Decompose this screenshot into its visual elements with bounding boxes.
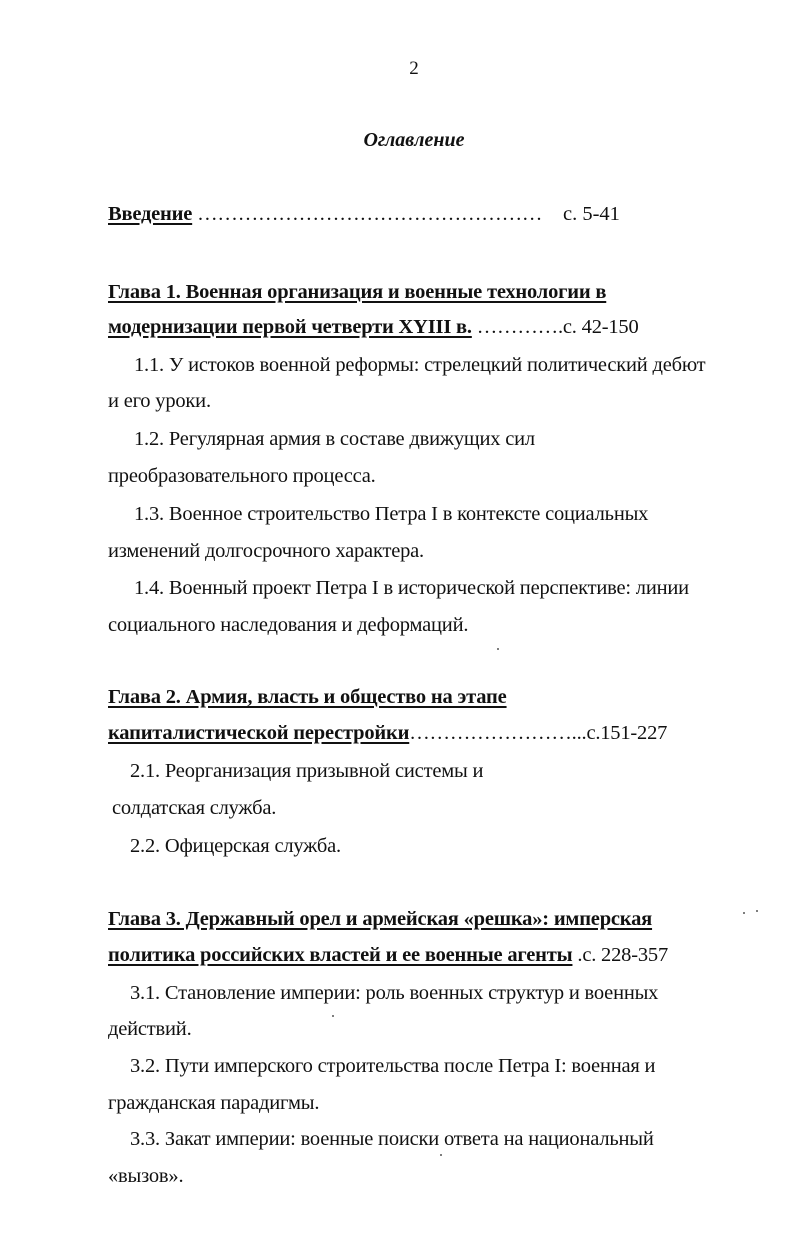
scan-speck: [497, 648, 499, 650]
toc-intro-dots: ……………………………………………: [192, 203, 543, 225]
toc-chapter-3-heading-text: политика российских властей и ее военные агенты: [108, 944, 573, 966]
toc-chapter-2-heading-text: капиталистической перестройки: [108, 722, 410, 744]
toc-chapter-2-pages: с.151-227: [586, 722, 668, 744]
toc-section-3-1-cont[interactable]: действий.: [108, 1018, 192, 1040]
toc-section-3-3[interactable]: 3.3. Закат империи: военные поиски ответа на национальный: [130, 1128, 654, 1150]
toc-section-3-1[interactable]: 3.1. Становление империи: роль военных структур и военных: [130, 982, 659, 1004]
toc-section-1-2-cont[interactable]: преобразовательного процесса.: [108, 465, 376, 487]
toc-section-1-4-cont[interactable]: социального наследования и деформаций.: [108, 614, 469, 636]
scan-speck: [743, 912, 745, 914]
toc-section-1-3[interactable]: 1.3. Военное строительство Петра I в контексте социальных: [134, 503, 649, 525]
toc-intro-pages: с. 5-41: [563, 203, 620, 225]
toc-intro[interactable]: [108, 203, 542, 226]
toc-section-2-2[interactable]: 2.2. Офицерская служба.: [130, 835, 341, 857]
toc-chapter-2-dots: ……………………...: [409, 722, 587, 744]
toc-section-3-2-cont[interactable]: гражданская парадигмы.: [108, 1092, 320, 1114]
toc-chapter-3-heading-line1[interactable]: Глава 3. Державный орел и армейская «решка»: имперская: [108, 908, 653, 930]
toc-section-1-1-cont[interactable]: и его уроки.: [108, 390, 211, 412]
toc-section-1-3-cont[interactable]: изменений долгосрочного характера.: [108, 540, 424, 562]
toc-section-1-1[interactable]: 1.1. У истоков военной реформы: стрелецкий политический дебют: [134, 354, 706, 376]
toc-chapter-3-heading-line2[interactable]: [108, 944, 668, 967]
toc-chapter-3-pages: с. 228-357: [582, 944, 668, 966]
toc-section-2-1[interactable]: 2.1. Реорганизация призывной системы и: [130, 760, 484, 782]
toc-chapter-1-heading-text: модернизации первой четверти XYIII в.: [108, 316, 472, 338]
toc-chapter-1-heading-line1[interactable]: Глава 1. Военная организация и военные технологии в: [108, 281, 607, 303]
scan-speck: [756, 910, 758, 912]
scan-speck: [440, 1154, 442, 1156]
toc-intro-label: Введение: [108, 203, 193, 225]
toc-section-3-3-cont[interactable]: «вызов».: [108, 1165, 184, 1187]
page-title: Оглавление: [363, 129, 465, 151]
toc-section-3-2[interactable]: 3.2. Пути имперского строительства после Петра I: военная и: [130, 1055, 656, 1077]
toc-chapter-1-pages: с. 42-150: [562, 316, 639, 338]
toc-chapter-3-dots: .: [572, 944, 583, 966]
scan-speck: [332, 1015, 334, 1017]
toc-section-1-2[interactable]: 1.2. Регулярная армия в составе движущих сил: [134, 428, 535, 450]
toc-section-2-1-cont[interactable]: солдатская служба.: [112, 797, 277, 819]
page-number: 2: [409, 58, 419, 79]
toc-section-1-4[interactable]: 1.4. Военный проект Петра I в исторической перспективе: линии: [134, 577, 689, 599]
toc-chapter-1-heading-line2[interactable]: [108, 316, 639, 339]
toc-chapter-2-heading-line2[interactable]: [108, 722, 667, 745]
toc-chapter-1-dots: ………….: [471, 316, 563, 338]
toc-chapter-2-heading-line1[interactable]: Глава 2. Армия, власть и общество на этапе: [108, 686, 507, 708]
